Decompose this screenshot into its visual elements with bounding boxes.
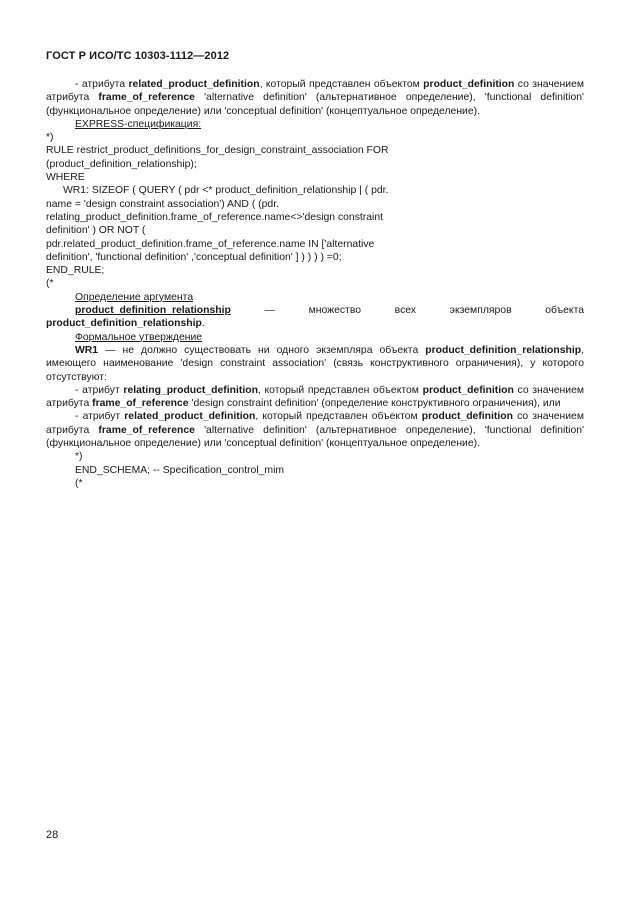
attribute-name: related_product_definition — [124, 411, 256, 423]
heading-text: Формальное утверждение — [75, 331, 203, 343]
attribute-name: relating_product_definition — [123, 384, 258, 396]
attribute-name: related_product_definition — [128, 79, 260, 90]
text-run: со значением атрибута — [46, 384, 584, 410]
attribute-name: frame_of_reference — [98, 424, 195, 436]
code-line: pdr.related_product_definition.frame_of_reference.name IN ['alternative — [46, 238, 375, 250]
formal-proposition-heading — [46, 331, 584, 344]
attribute-name: frame_of_reference — [92, 398, 189, 410]
text-run: — множество всех экземпляров объекта — [230, 305, 584, 317]
entity-name: product_definition_relationship — [425, 344, 582, 356]
text-run: со значением атрибута — [46, 79, 584, 104]
attribute-name: frame_of_reference — [98, 92, 195, 104]
attribute-paragraph — [46, 78, 584, 118]
code-line: (product_definition_relationship); — [46, 158, 197, 170]
argument-name: product_definition_relationship — [75, 305, 231, 317]
text-run: - атрибута — [75, 79, 129, 90]
text-run: , имеющего наименование 'design constraint association' (связь конструктивного ограничения), у которого отсутствуют: — [46, 344, 584, 383]
text-run: - атрибут — [75, 384, 124, 396]
code-line: END_RULE; — [46, 265, 105, 277]
wr1-paragraph — [46, 344, 584, 384]
entity-name: product_definition_relationship — [46, 318, 202, 330]
code-line: definition', 'functional definition' ,'conceptual definition' ] ) ) ) ) =0; — [46, 251, 342, 263]
entity-name: product_definition — [423, 79, 515, 90]
code-line: *) — [75, 451, 83, 463]
document-header: ГОСТ Р ИСО/ТС 10303-1112—2012 — [46, 50, 230, 62]
heading-text: Определение аргумента — [75, 291, 194, 303]
code-line: (* — [75, 477, 83, 489]
text-run: , который представлен объектом — [255, 411, 422, 423]
text-run: 'design constraint definition' (определение конструктивного ограничения), или — [188, 398, 561, 410]
schema-end-block — [46, 450, 584, 490]
code-line: name = 'design constraint association') AND ( (pdr. — [46, 198, 279, 210]
entity-name: product_definition — [421, 411, 513, 423]
rule-label: WR1 — [75, 344, 99, 356]
heading-text: EXPRESS-спецификация: — [75, 118, 202, 130]
text-run: 'alternative definition' (альтернативное определение), 'functional definition' (функциональное определение) или 'conceptual definition' (концептуальное определение). — [46, 424, 585, 450]
text-run: - атрибут — [75, 411, 125, 423]
page-number: 28 — [46, 829, 59, 841]
code-line: RULE restrict_product_definitions_for_design_constraint_association FOR — [46, 145, 389, 157]
argument-definition — [46, 304, 584, 331]
text-run: — не должно существовать ни одного экземпляра объекта — [98, 344, 426, 356]
code-line: *) — [46, 132, 54, 144]
list-item-related — [46, 410, 584, 450]
page-body — [46, 78, 584, 490]
text-run: 'alternative definition' (альтернативное определение), 'functional definition' (функциональное определение) или 'conceptual definition' (концептуальное определение). — [46, 92, 585, 117]
text-run: со значением атрибута — [46, 411, 584, 436]
entity-name: product_definition — [422, 384, 514, 396]
text-run: , который представлен объектом — [259, 79, 424, 90]
code-line: definition' ) OR NOT ( — [46, 225, 146, 237]
text-run: . — [201, 318, 205, 330]
code-line: WR1: SIZEOF ( QUERY ( pdr <* product_definition_relationship | ( pdr. — [63, 185, 389, 197]
express-spec-heading — [46, 118, 584, 131]
code-line: (* — [46, 278, 54, 290]
text-run: , который представлен объектом — [257, 384, 423, 396]
argument-heading — [46, 291, 584, 304]
list-item-relating — [46, 384, 584, 411]
code-line: WHERE — [46, 172, 85, 184]
express-code-block — [46, 131, 584, 291]
code-line: END_SCHEMA; -- Specification_control_mim — [75, 464, 285, 476]
code-line: relating_product_definition.frame_of_reference.name<>'design constraint — [46, 211, 384, 223]
